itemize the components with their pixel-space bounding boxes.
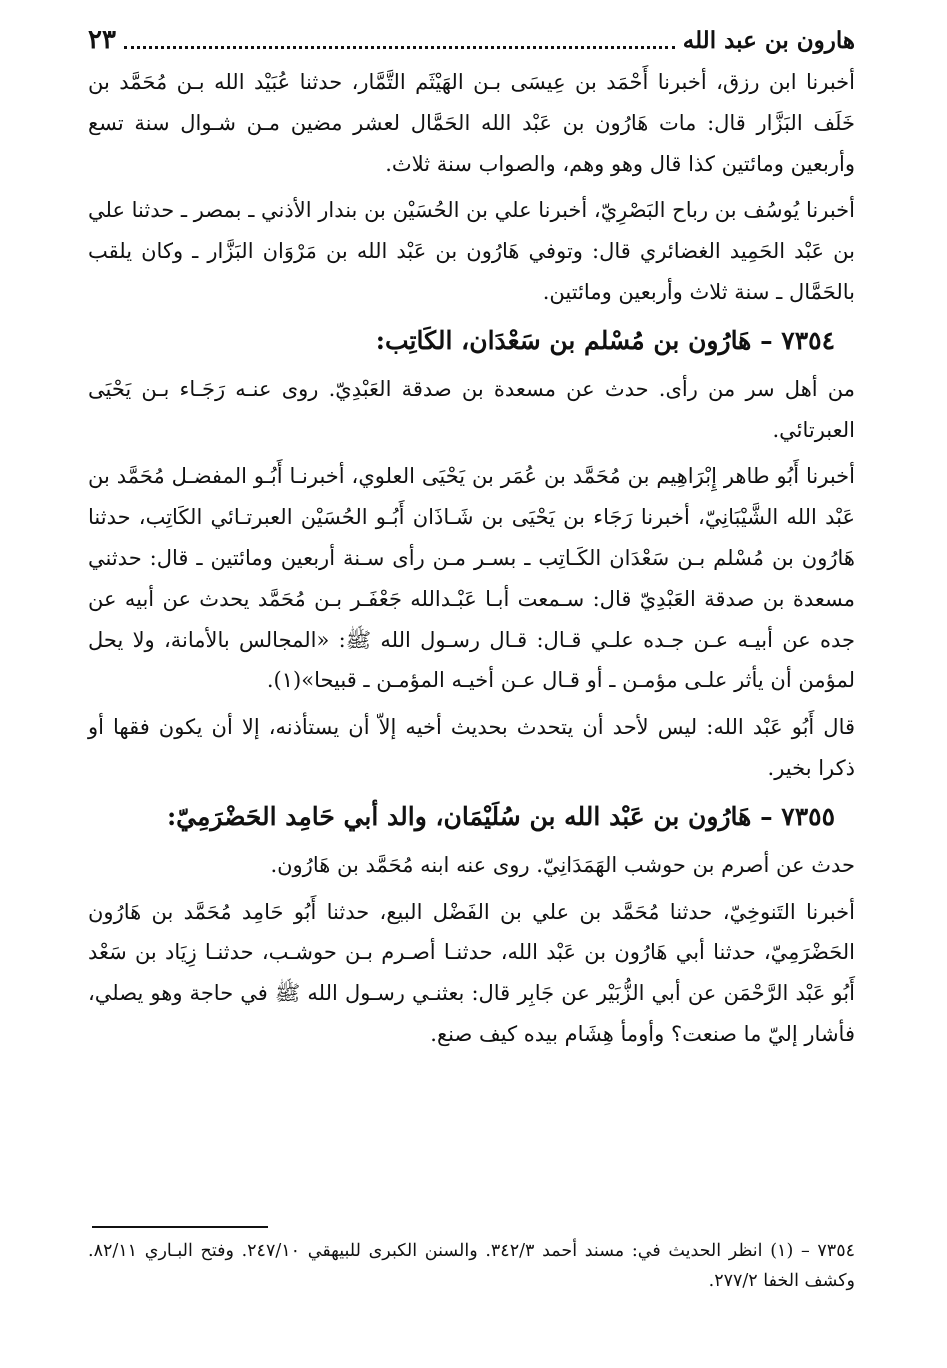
page-body bbox=[88, 62, 855, 1061]
footnote-separator bbox=[92, 1226, 268, 1228]
footnotes bbox=[88, 1236, 855, 1296]
paragraph: قال أَبُو عَبْد الله: ليس لأحد أن يتحدث بحديث أخيه إلاّ أن يستأذنه، إلا أن يكون فقها أو ذكرا بخير. bbox=[88, 715, 855, 780]
footnote: ٧٣٥٤ – (١) انظر الحديث في: مسند أحمد ٣٤٢/٣. والسنن الكبرى للبيهقي ٢٤٧/١٠. وفتح البـاري ٨٢/١١. وكشف الخفا ٢٧٧/٢. bbox=[88, 1241, 855, 1291]
paragraph: أخبرنا أَبُو طاهر إِبْرَاهِيم بن مُحَمَّد بن عُمَر بن يَحْيَى العلوي، أخبرنـا أَبُـو المفضـل مُحَمَّد بن عَبْد الله الشَّيْبَانِيّ، أخبرنا رَجَاء بن يَحْيَى بن شَـاذَان أَبُـو الحُسَيْن العبرتـائي الكَاتِب، حدثنا هَارُون بن مُسْلم بـن سَعْدَان الكَـاتِب ـ بسـر مـن رأى سـنة أربعين ومائتين ـ قال: حدثني مسعدة بن صدقة العَبْدِيّ قال: سـمعت أبـا عَبْـدالله جَعْفَـر بـن مُحَمَّد يحدث عن أبيه عن جده عن أبيـه عـن جـده علـي قـال: قـال رسـول الله ﷺ: «المجالس بالأمانة، ولا يحل لمؤمن أن يأثر علـى مؤمـن ـ أو قـال عـن أخيـه المؤمـن ـ قبيحا»(١). bbox=[88, 464, 855, 693]
paragraph: حدث عن أصرم بن حوشب الهَمَدَانِيّ. روى عنه ابنه مُحَمَّد بن هَارُون. bbox=[270, 852, 855, 877]
paragraph: من أهل سر من رأى. حدث عن مسعدة بن صدقة العَبْدِيّ. روى عنـه رَجَـاء بـن يَحْيَى العبرتائي. bbox=[88, 376, 855, 442]
paragraph: أخبرنا ابن رزق، أخبرنا أَحْمَد بن عِيسَى بـن الهَيْثَم التَّمَّار، حدثنا عُبَيْد الله بـن مُحَمَّد بن خَلَف البَزَّار قال: مات هَارُون بن عَبْد الله الحَمَّال لعشر مضين مـن شـوال سنة تسع وأربعين ومائتين كذا قال وهو وهم، والصواب سنة ثلاث. bbox=[88, 70, 855, 176]
paragraph: أخبرنا يُوسُف بن رباح البَصْرِيّ، أخبرنا علي بن الحُسَيْن بن بندار الأذني ـ بمصر ـ حدثنا علي بن عَبْد الحَمِيد الغضائري قال: وتوفي هَارُون بن عَبْد الله بن مَرْوَان البَزَّار ـ وكان يلقب بالحَمَّال ـ سنة ثلاث وأربعين ومائتين. bbox=[88, 198, 855, 304]
paragraph: أخبرنا التَنوخِيّ، حدثنا مُحَمَّد بن علي بن الفَضْل البيع، حدثنا أَبُو حَامِد مُحَمَّد بن هَارُون الحَضْرَمِيّ، حدثنا أبي هَارُون بن عَبْد الله، حدثنـا أصـرم بـن حوشـب، حدثنـا زِيَاد بن سَعْد أَبُو عَبْد الرَّحْمَن عن أبي الزُّبَيْر عن جَابِر قال: بعثنـي رسـول الله ﷺ في حاجة وهو يصلي، فأشار إليّ ما صنعت؟ وأومأ هِشَام بيده كيف صنع. bbox=[88, 899, 855, 1046]
running-title: هارون بن عبد الله bbox=[682, 26, 855, 54]
header-dot-leader bbox=[124, 32, 675, 49]
page-header bbox=[88, 22, 855, 58]
entry-heading: ٧٣٥٥ – هَارُون بن عَبْد الله بن سُلَيْمَان، والد أبي حَامِد الحَضْرَمِيّ: bbox=[166, 801, 835, 831]
page-number: ٢٣ bbox=[88, 25, 116, 55]
entry-heading: ٧٣٥٤ – هَارُون بن مُسْلم بن سَعْدَان، الكَاتِب: bbox=[375, 325, 835, 355]
